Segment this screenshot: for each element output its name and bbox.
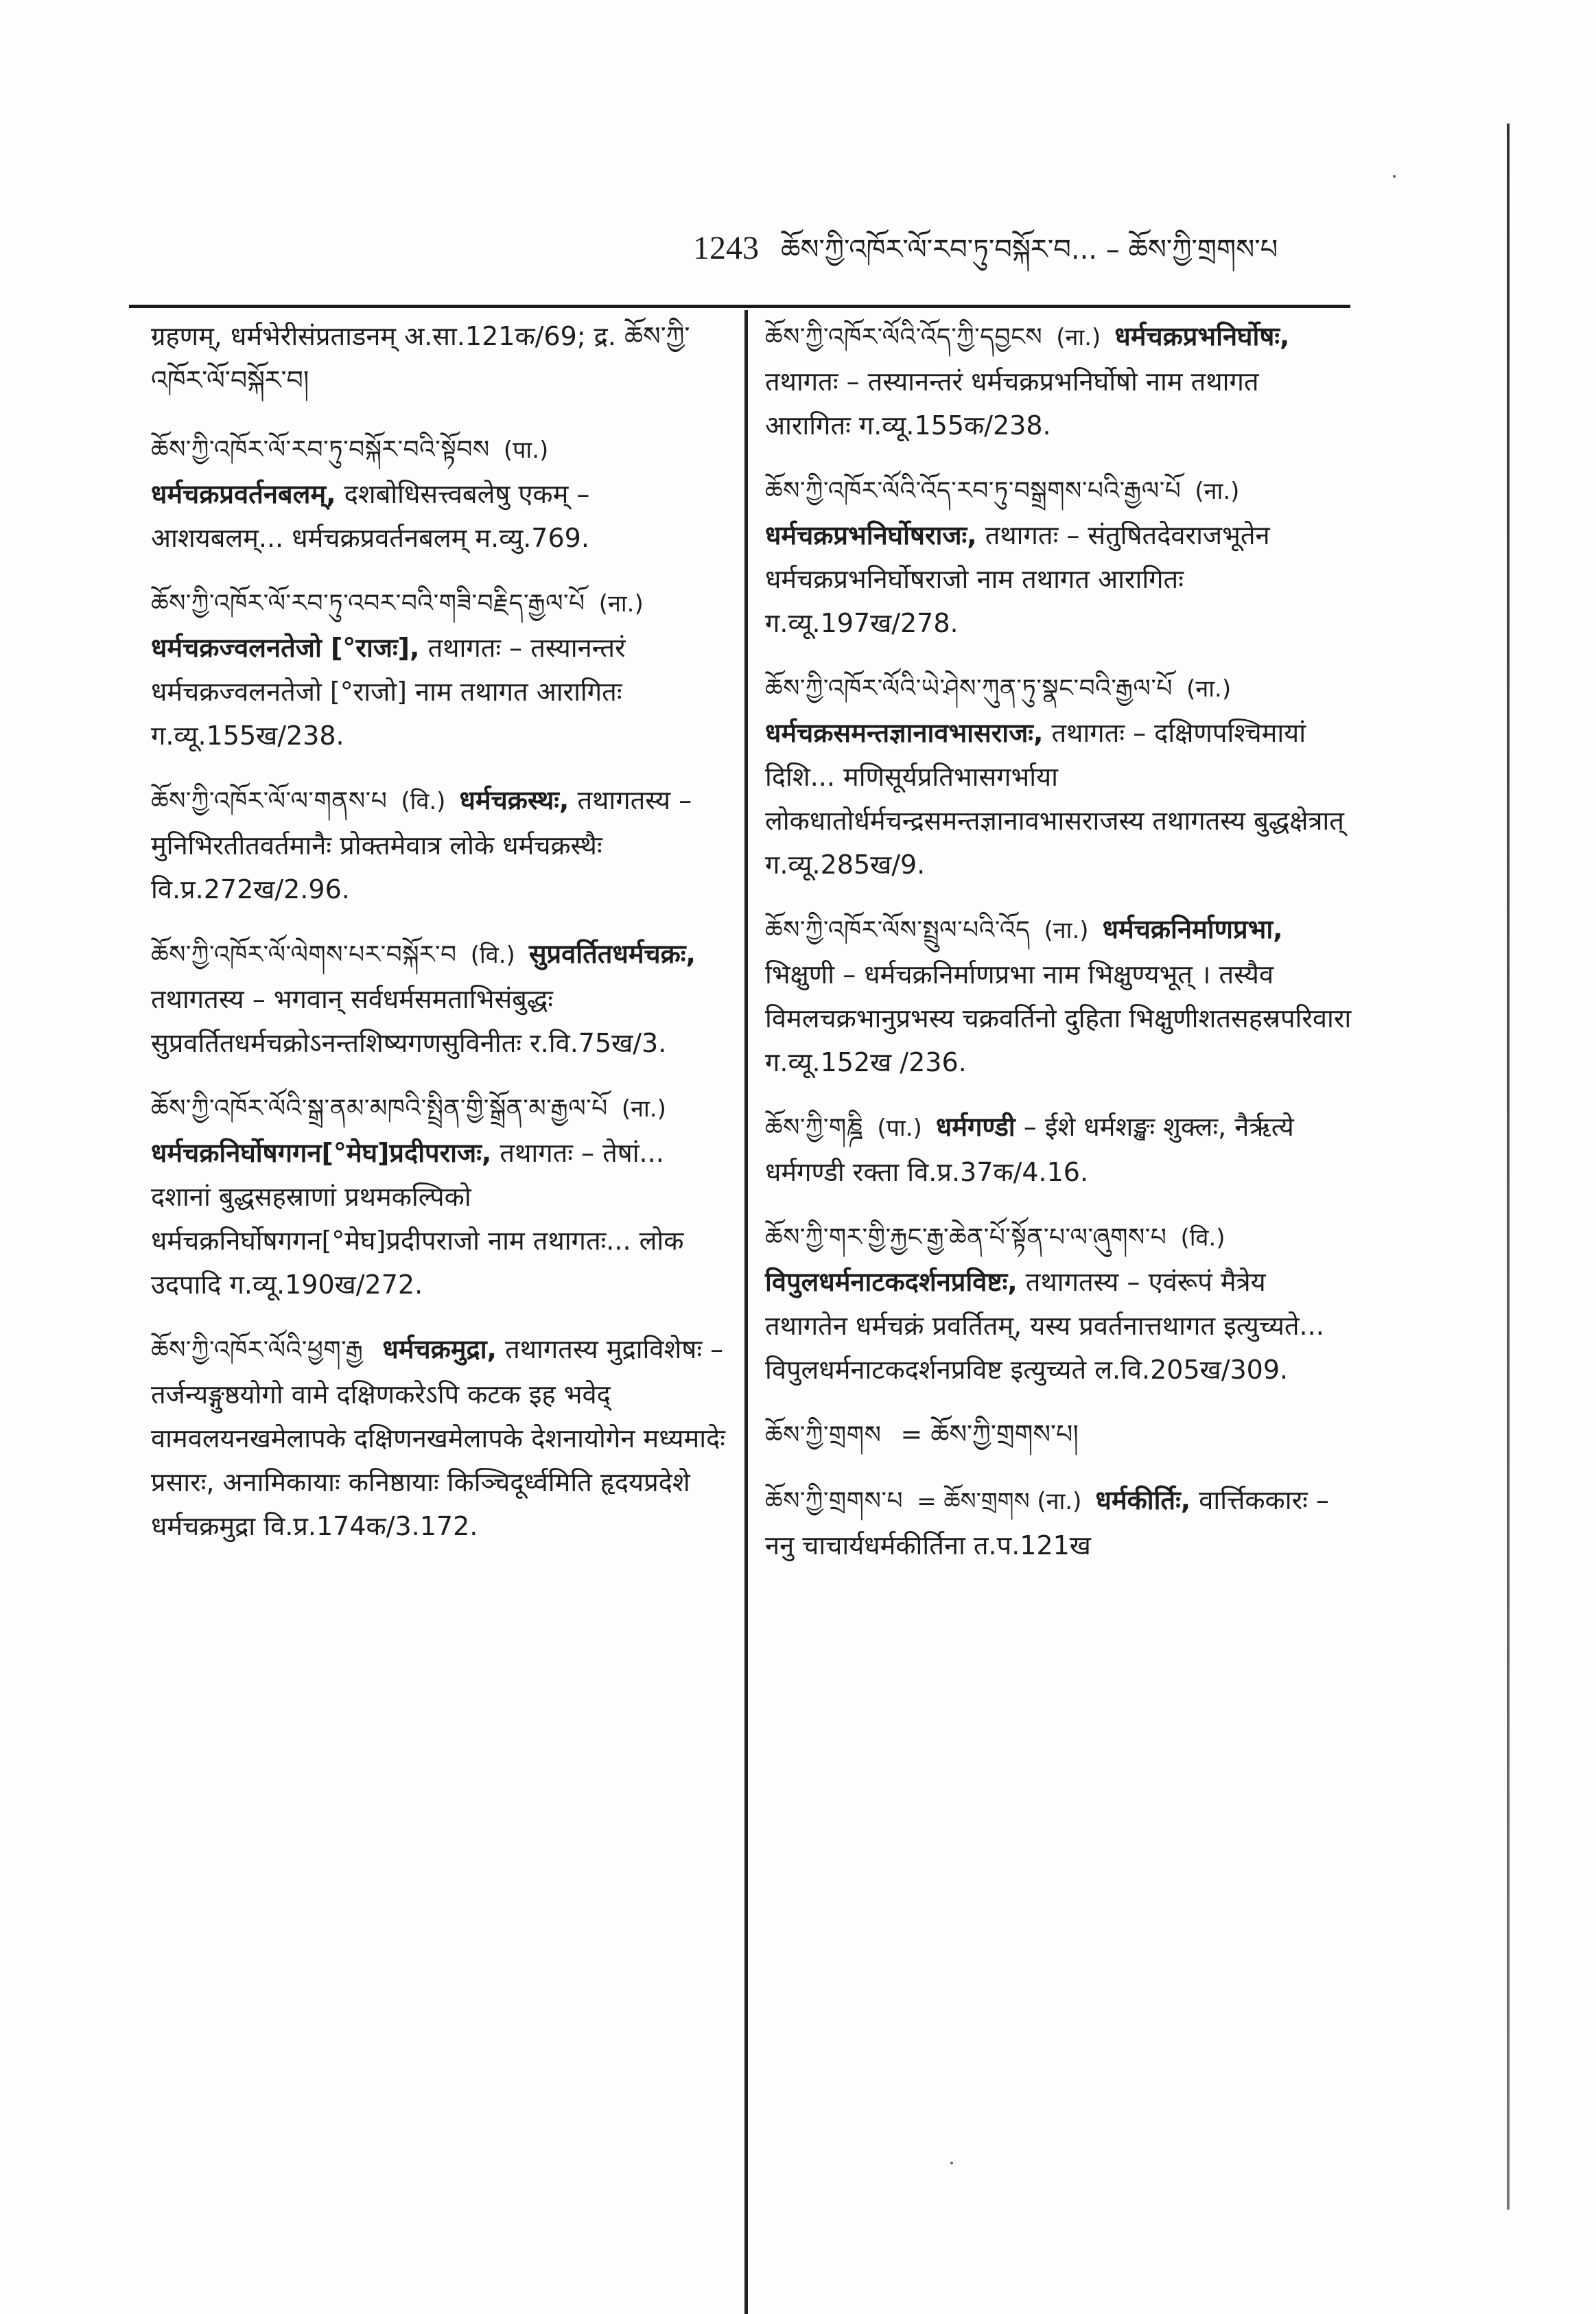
dictionary-entry xyxy=(765,1478,1352,1567)
sanskrit-term: सुप्रवर्तितधर्मचक्रः, xyxy=(528,939,696,969)
scan-edge-line xyxy=(1507,124,1510,2210)
grammar-tag: (पा.) xyxy=(503,436,549,464)
sanskrit-term: धर्मचक्रप्रभनिर्घोषः, xyxy=(1114,321,1290,351)
header-rule xyxy=(129,305,1350,308)
entry-body: तथागतस्य – एवंरूपं मैत्रेय तथागतेन धर्मचक्रं प्रवर्तितम्, यस्य प्रवर्तनात्तथागत इत्युच्यते... विपुलधर्मनाटकदर्शनप्रविष्ट इत्युच्यते ल.वि.205ख/309. xyxy=(765,1267,1324,1385)
dictionary-entry xyxy=(765,314,1352,447)
dictionary-entry xyxy=(151,1327,727,1548)
grammar-tag: (ना.) xyxy=(621,1095,666,1123)
dictionary-entry xyxy=(765,1105,1352,1194)
continuation-text: ग्रहणम्, धर्मभेरीसंप्रताडनम् अ.सा.121क/69; द्र. ཆོས་ཀྱི་འཁོར་ལོ་བསྐོར་བ། xyxy=(151,321,690,395)
grammar-tag: (ना.) xyxy=(1044,917,1089,944)
sanskrit-term: धर्मचक्रसमन्तज्ञानावभासराजः, xyxy=(765,718,1044,748)
dictionary-entry xyxy=(151,932,727,1065)
sanskrit-term: धर्मचक्रप्रभनिर्घोषराजः, xyxy=(765,520,977,550)
grammar-tag: (वि.) xyxy=(401,788,446,815)
grammar-tag: (ना.) xyxy=(1056,324,1101,351)
entry-body: दशबोधिसत्त्वबलेषु एकम् – आशयबलम्... धर्मचक्रप्रवर्तनबलम् म.व्यु.769. xyxy=(151,479,590,553)
sanskrit-term: धर्मचक्रप्रवर्तनबलम्, xyxy=(151,479,336,509)
tibetan-headword: ཆོས་ཀྱི་གར་གྱི་རྐྱང་རྒྱ་ཆེན་པོ་སྟོན་པ་ལ་ཞུགས་པ xyxy=(765,1224,1167,1252)
entry-body: – ईशे धर्मशङ्खः शुक्लः, नैर्ऋत्ये धर्मगण्डी रक्ता वि.प्र.37क/4.16. xyxy=(765,1112,1294,1187)
page-header xyxy=(693,218,1365,266)
dictionary-entry xyxy=(765,666,1352,887)
sanskrit-term: धर्मचक्रनिर्घोषगगन[°मेघ]प्रदीपराजः, xyxy=(151,1138,492,1168)
entry-body: भिक्षुणी – धर्मचक्रनिर्माणप्रभा नाम भिक्षुण्यभूत् । तस्यैव विमलचक्रभानुप्रभस्य चक्रवर्तिनो दुहिता भिक्षुणीशतसहस्रपरिवारा ग.व्यू.152ख /236. xyxy=(765,959,1352,1077)
entry-body: तथागतस्य – मुनिभिरतीतवर्तमानैः प्रोक्तमेवात्र लोके धर्मचक्रस्थैः वि.प्र.272ख/2.96. xyxy=(151,785,692,904)
tibetan-headword: ཆོས་ཀྱི་འཁོར་ལོ་ལ་གནས་པ xyxy=(151,787,388,815)
sanskrit-term: धर्मगण्डी xyxy=(935,1112,1016,1142)
grammar-tag: (वि.) xyxy=(1180,1224,1225,1252)
tibetan-headword: ཆོས་ཀྱི་འཁོར་ལོའི་འོད་རབ་ཏུ་བསྒྲགས་པའི་རྒྱལ་པོ xyxy=(765,477,1182,505)
tibetan-headword: ཆོས་ཀྱི་འཁོར་ལོའི་ཡེ་ཤེས་ཀུན་ཏུ་སྣང་བའི་རྒྱལ་པོ xyxy=(765,675,1173,703)
dictionary-entry xyxy=(765,907,1352,1084)
entry-body: तथागतः – दक्षिणपश्चिमायां दिशि... मणिसूर्यप्रतिभासगर्भाया लोकधातोर्धर्मचन्द्रसमन्तज्ञानावभासराजस्य तथागतस्य बुद्धक्षेत्रात् ग.व्यू.285ख/9. xyxy=(765,718,1344,880)
scan-speck xyxy=(1393,175,1396,178)
tibetan-headword: ཆོས་ཀྱི་འཁོར་ལོའི་འོད་ཀྱི་དབྱངས xyxy=(765,323,1043,351)
column-divider xyxy=(744,310,748,2314)
grammar-tag: (पा.) xyxy=(877,1114,922,1142)
scan-speck xyxy=(950,2162,953,2164)
grammar-tag: = ཆོས་གྲགས (ना.) xyxy=(917,1488,1082,1515)
tibetan-headword: ཆོས་ཀྱི་འཁོར་ལོས་སྤྲུལ་པའི་འོད xyxy=(765,916,1031,944)
running-title: ཆོས་ཀྱི་འཁོར་ལོ་རབ་ཏུ་བསྐོར་བ... – ཆོས་ཀྱི་གྲགས་པ xyxy=(781,234,1278,266)
entry-body: तथागतः – तस्यानन्तरं धर्मचक्रप्रभनिर्घोषो नाम तथागत आरागितः ग.व्यू.155क/238. xyxy=(765,366,1259,441)
tibetan-headword: ཆོས་ཀྱི་འཁོར་ལོ་ལེགས་པར་བསྐོར་བ xyxy=(151,941,457,969)
dictionary-entry xyxy=(151,427,727,560)
left-column xyxy=(151,314,727,1569)
entry-body: = ཆོས་ཀྱི་གྲགས་པ། xyxy=(900,1419,1079,1449)
tibetan-headword: ཆོས་ཀྱི་གཎྜི xyxy=(765,1114,864,1142)
entry-body: वार्त्तिककारः – ननु चाचार्यधर्मकीर्तिना त.प.121ख xyxy=(765,1485,1329,1561)
grammar-tag: (वि.) xyxy=(470,942,515,969)
entry-body: तथागतः – तस्यानन्तरं धर्मचक्रज्वलनतेजो [°राजो] नाम तथागत आरागितः ग.व्यू.155ख/238. xyxy=(151,633,626,751)
dictionary-entry xyxy=(151,778,727,911)
sanskrit-term: विपुलधर्मनाटकदर्शनप्रविष्टः, xyxy=(765,1267,1018,1297)
sanskrit-term: धर्मचक्रस्थः, xyxy=(459,785,570,815)
grammar-tag: (ना.) xyxy=(1195,478,1240,505)
tibetan-headword: ཆོས་ཀྱི་འཁོར་ལོའི་སྒྲ་ནམ་མཁའི་སྤྲིན་གྱི་སྒྲོན་མ་རྒྱལ་པོ xyxy=(151,1095,608,1123)
tibetan-headword: ཆོས་ཀྱི་འཁོར་ལོའི་ཕྱག་རྒྱ xyxy=(151,1336,364,1364)
sanskrit-term: धर्मचक्रनिर्माणप्रभा, xyxy=(1102,914,1283,944)
grammar-tag: (ना.) xyxy=(1186,675,1232,703)
entry-body: तथागतस्य – भगवान् सर्वधर्मसमताभिसंबुद्धः सुप्रवर्तितधर्मचक्रोऽनन्तशिष्यगणसुविनीतः र.वि.75ख/3. xyxy=(151,984,667,1058)
entry-body: तथागतः – तेषां... दशानां बुद्धसहस्राणां प्रथमकल्पिको धर्मचक्रनिर्घोषगगन[°मेघ]प्रदीपराजो नाम तथागतः... लोक उदपादि ग.व्यू.190ख/272. xyxy=(151,1138,684,1300)
dictionary-entry xyxy=(765,468,1352,645)
entry-body: तथागतस्य मुद्राविशेषः – तर्जन्यङ्गुष्ठयोगो वामे दक्षिणकरेऽपि कटक इह भवेद् वामवलयनखमेलापके दक्षिणनखमेलापके देशनायोगेन मध्यमादेः प्रसारः, अनामिकायाः कनिष्ठायाः किञ्चिदूर्ध्वमिति हृदयप्रदेशे धर्मचक्रमुद्रा वि.प्र.174क/3.172. xyxy=(151,1334,725,1541)
tibetan-headword: ཆོས་ཀྱི་གྲགས་པ xyxy=(765,1487,904,1515)
tibetan-headword: ཆོས་ཀྱི་གྲགས xyxy=(765,1421,882,1449)
tibetan-headword: ཆོས་ཀྱི་འཁོར་ལོ་རབ་ཏུ་བསྐོར་བའི་སྟོབས xyxy=(151,436,490,464)
entry-body: तथागतः – संतुषितदेवराजभूतेन धर्मचक्रप्रभनिर्घोषराजो नाम तथागत आरागितः ग.व्यू.197ख/278. xyxy=(765,520,1270,638)
dictionary-entry xyxy=(151,1086,727,1307)
sanskrit-term: धर्मचक्रमुद्रा, xyxy=(382,1334,497,1364)
dictionary-entry xyxy=(151,581,727,758)
sanskrit-term: धर्मचक्रज्वलनतेजो [°राजः], xyxy=(151,633,420,663)
grammar-tag: (ना.) xyxy=(598,590,644,618)
tibetan-headword: ཆོས་ཀྱི་འཁོར་ལོ་རབ་ཏུ་འབར་བའི་གཟི་བརྗིད་རྒྱལ་པོ xyxy=(151,589,585,618)
sanskrit-term: धर्मकीर्तिः, xyxy=(1095,1485,1191,1515)
dictionary-entry xyxy=(765,1412,1352,1458)
dictionary-entry xyxy=(765,1215,1352,1392)
right-column xyxy=(765,314,1352,1588)
page-number: 1243 xyxy=(693,230,759,266)
